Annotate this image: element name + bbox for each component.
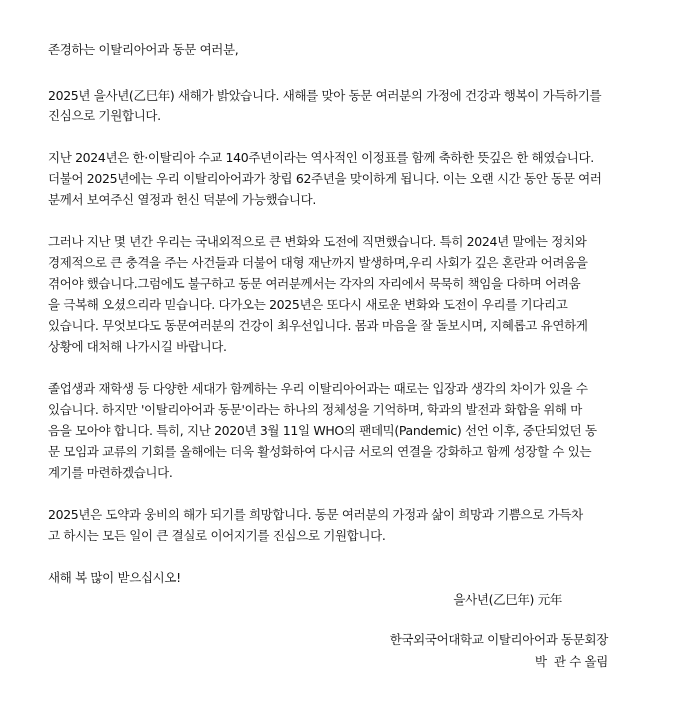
text-line: 졸업생과 재학생 등 다양한 세대가 함께하는 우리 이탈리아어과는 때로는 입장과 생각의 차이가 있을 수 (48, 381, 588, 396)
text-line: 상황에 대처해 나가시길 바랍니다. (48, 339, 227, 354)
text-line: 2025년 을사년(乙巳年) 새해가 밝았습니다. 새해를 맞아 동문 여러분의 가정에 건강과 행복이 가득하기를 (48, 88, 602, 103)
text-line: 더불어 2025년에는 우리 이탈리아어과가 창립 62주년을 맞이하게 됩니다. 이는 오랜 시간 동안 동문 여러 (48, 171, 602, 186)
signature-org: 한국외국어대학교 이탈리아어과 동문회장 (389, 632, 608, 647)
closing: 새해 복 많이 받으십시오! (48, 570, 181, 585)
text-line: 계기를 마련하겠습니다. (48, 465, 173, 480)
text-line: 있습니다. 하지만 '이탈리아어과 동문'이라는 하나의 정체성을 기억하며, 학과의 발전과 화합을 위해 마 (48, 402, 583, 417)
text-line: 겪어야 했습니다.그럼에도 불구하고 동문 여러분께서는 각자의 자리에서 묵묵히 책임을 다하며 어려움 (48, 276, 581, 291)
text-line: 2025년은 도약과 웅비의 해가 되기를 희망합니다. 동문 여러분의 가정과 삶이 희망과 기쁨으로 가득차 (48, 507, 583, 522)
text-line: 경제적으로 큰 충격을 주는 사건들과 더불어 대형 재난까지 발생하며,우리 사회가 깊은 혼란과 어려움을 (48, 255, 588, 270)
signature-name: 박 관 수 올림 (534, 654, 608, 669)
text-line: 을 극복해 오셨으리라 믿습니다. 다가오는 2025년은 또다시 새로운 변화와 도전이 우리를 기다리고 (48, 297, 568, 312)
text-line: 지난 2024년은 한·이탈리아 수교 140주년이라는 역사적인 이정표를 함께 축하한 뜻깊은 한 해였습니다. (48, 150, 594, 165)
text-line: 문 모임과 교류의 기회를 올해에는 더욱 활성화하여 다시금 서로의 연결을 강화하고 함께 성장할 수 있는 (48, 444, 592, 459)
text-line: 분께서 보여주신 열정과 헌신 덕분에 가능했습니다. (48, 192, 316, 207)
text-line: 음을 모아야 합니다. 특히, 지난 2020년 3월 11일 WHO의 팬데믹(Pandemic) 선언 이후, 중단되었던 동 (48, 423, 597, 438)
date-line: 을사년(乙巳年) 元年 (453, 592, 562, 607)
greeting: 존경하는 이탈리아어과 동문 여러분, (48, 42, 239, 57)
text-line: 있습니다. 무엇보다도 동문여러분의 건강이 최우선입니다. 몸과 마음을 잘 돌보시며, 지혜롭고 유연하게 (48, 318, 588, 333)
text-line: 진심으로 기원합니다. (48, 108, 161, 123)
text-line: 고 하시는 모든 일이 큰 결실로 이어지기를 진심으로 기원합니다. (48, 528, 386, 543)
text-line: 그러나 지난 몇 년간 우리는 국내외적으로 큰 변화와 도전에 직면했습니다. 특히 2024년 말에는 정치와 (48, 234, 587, 249)
